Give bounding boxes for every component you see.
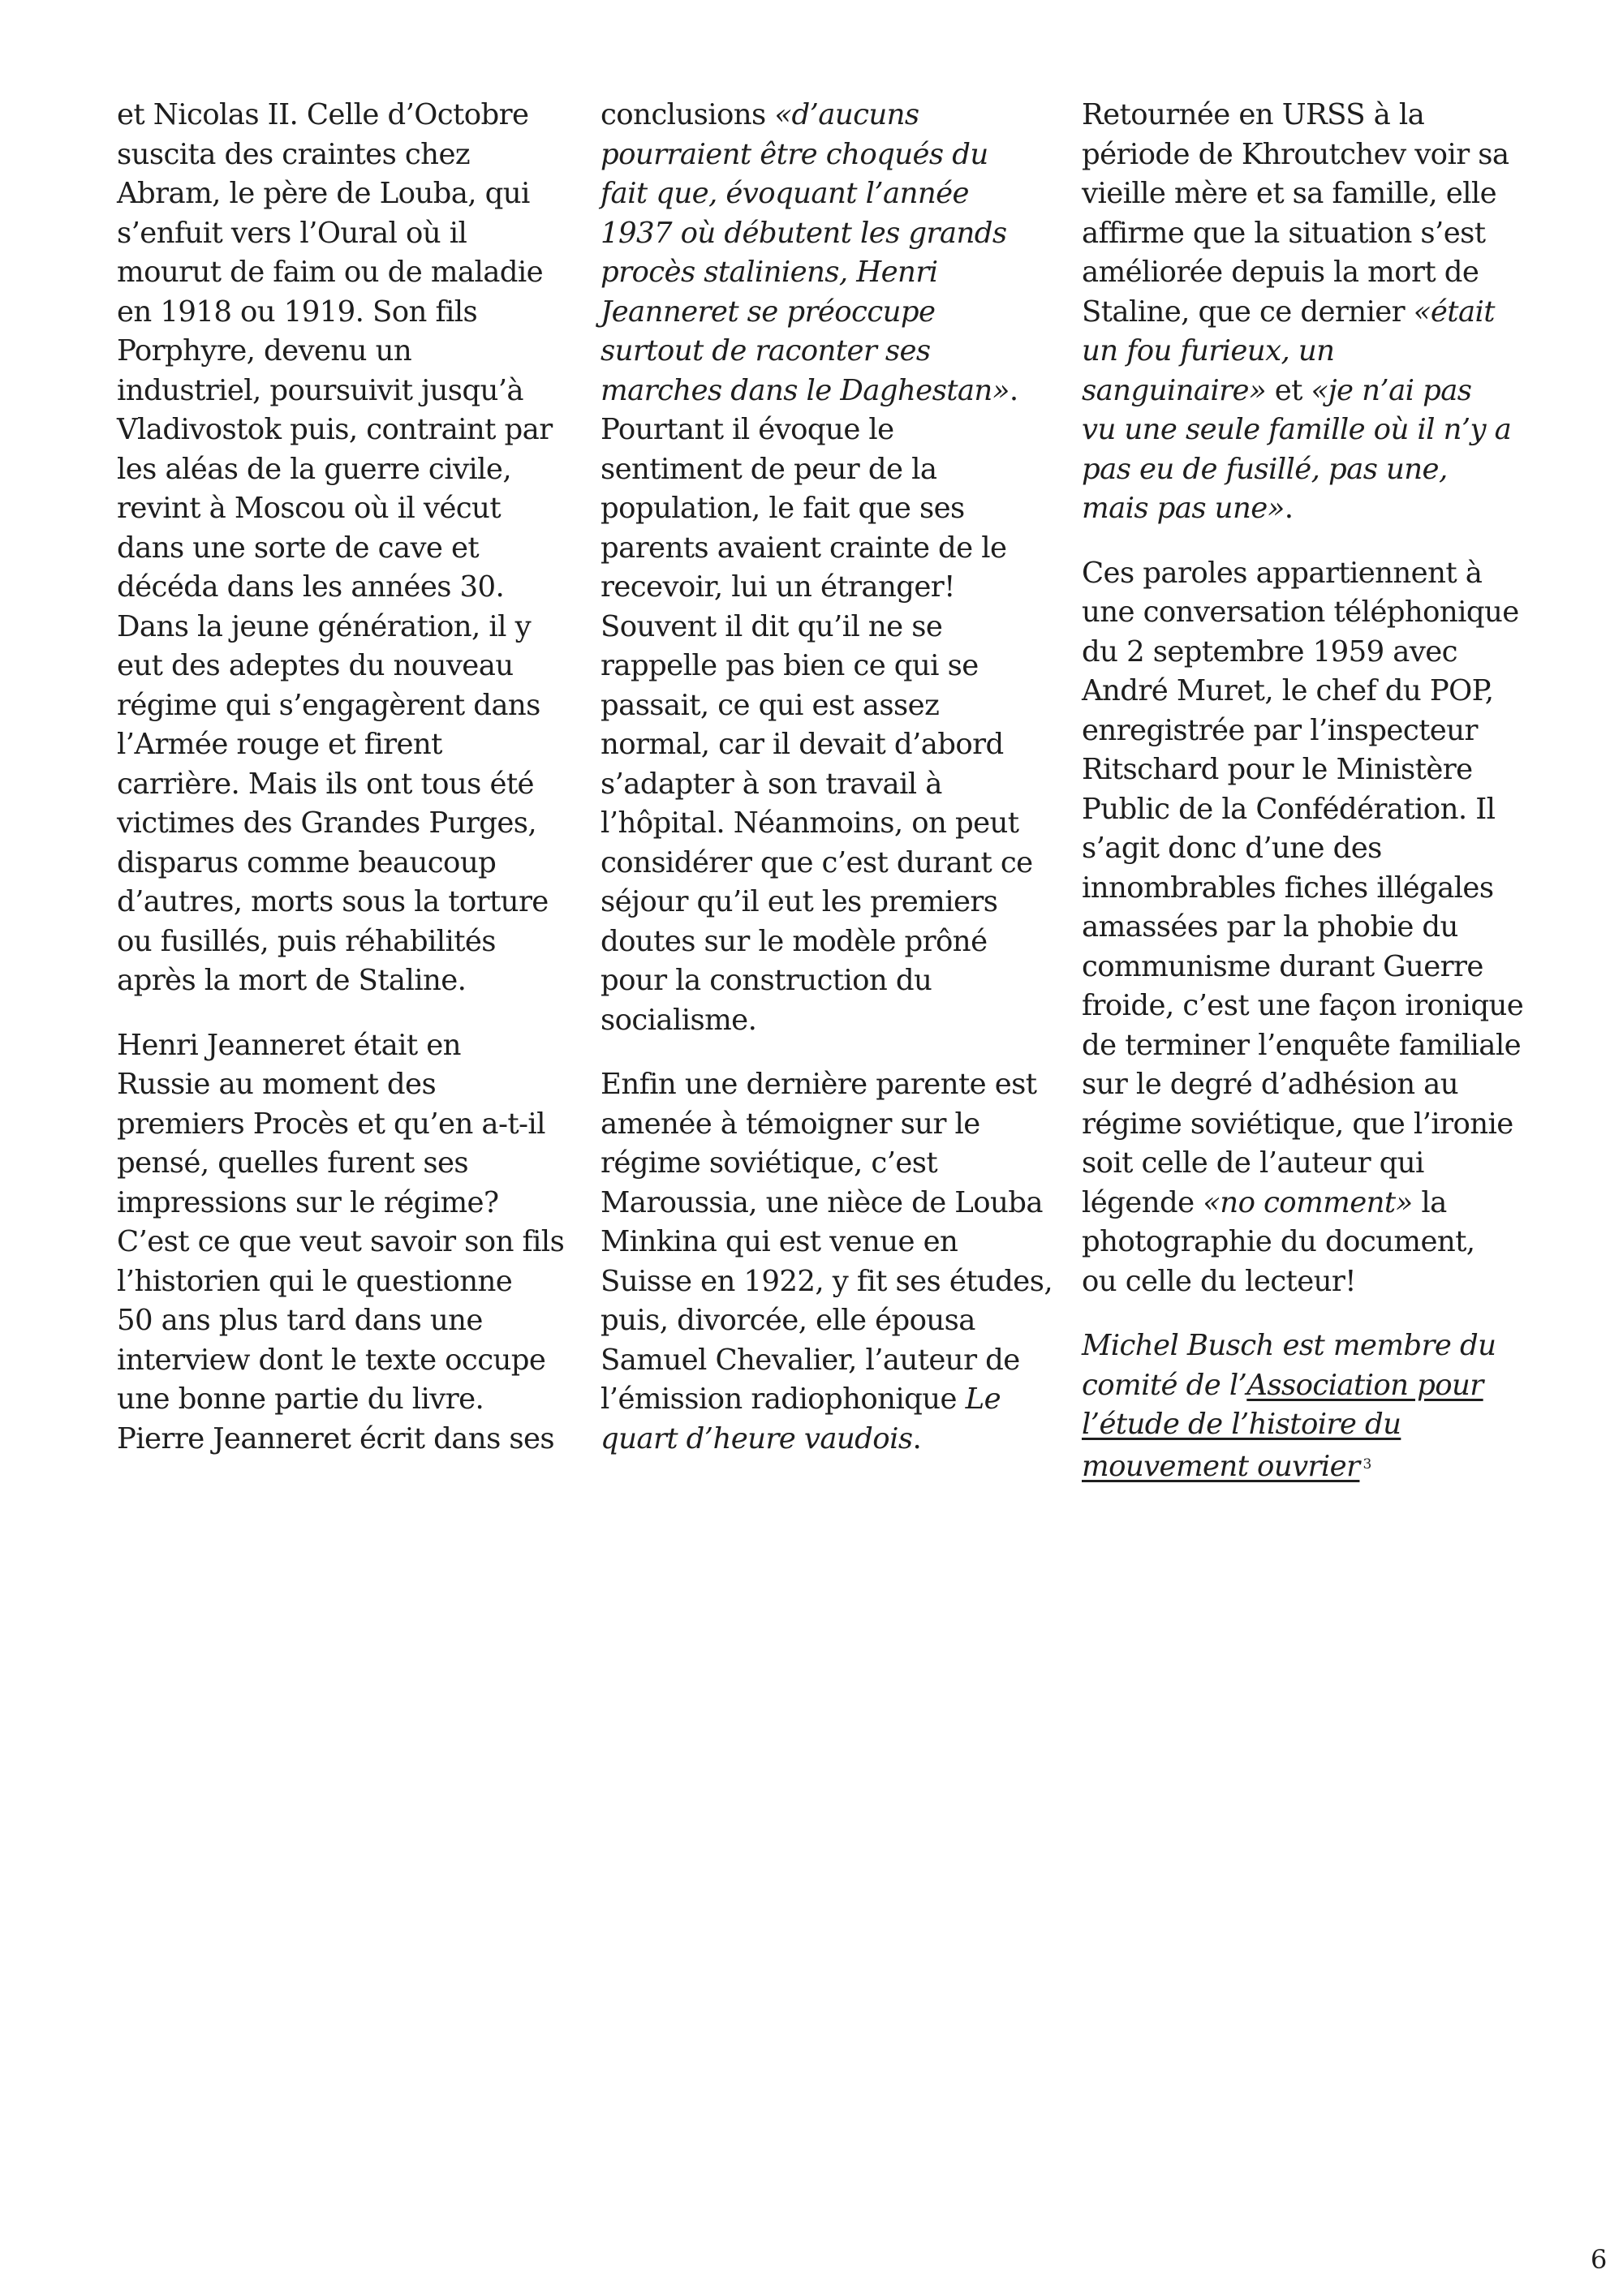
text-segment: Abram, le père de Louba, qui bbox=[117, 177, 530, 210]
text-line bbox=[117, 135, 571, 175]
text-line bbox=[601, 608, 1055, 647]
paragraph bbox=[601, 96, 1055, 1040]
text-line bbox=[117, 725, 571, 765]
text-segment: et Nicolas II. Celle d’Octobre bbox=[117, 98, 529, 131]
text-line bbox=[601, 411, 1055, 450]
text-line bbox=[1082, 908, 1532, 948]
text-line bbox=[117, 96, 571, 135]
text-segment: considérer que c’est durant ce bbox=[601, 845, 1033, 879]
text-line bbox=[601, 293, 1055, 333]
text-segment: en 1918 ou 1919. Son fils bbox=[117, 295, 478, 329]
text-segment: Retournée en URSS à la bbox=[1082, 98, 1425, 131]
text-line bbox=[601, 1184, 1055, 1223]
italic-text: pas eu de fusillé, pas une, bbox=[1082, 452, 1448, 486]
text-line bbox=[601, 332, 1055, 372]
text-segment: Dans la jeune génération, il y bbox=[117, 609, 532, 643]
text-segment: 50 ans plus tard dans une bbox=[117, 1304, 483, 1337]
text-line bbox=[1082, 174, 1532, 214]
italic-text: surtout de raconter ses bbox=[601, 334, 931, 368]
text-segment: amenée à témoigner sur le bbox=[601, 1107, 980, 1141]
text-segment: population, le fait que ses bbox=[601, 492, 965, 525]
text-line bbox=[1082, 790, 1532, 830]
text-segment: Minkina qui est venue en bbox=[601, 1225, 958, 1258]
text-segment: interview dont le texte occupe bbox=[117, 1343, 546, 1377]
text-segment: suscita des craintes chez bbox=[117, 137, 470, 171]
text-line bbox=[601, 174, 1055, 214]
italic-text: Jeanneret se préoccupe bbox=[601, 295, 936, 329]
text-segment: pour la construction du bbox=[601, 964, 932, 997]
text-line bbox=[601, 450, 1055, 490]
italic-text: marches dans le Daghestan» bbox=[601, 373, 1010, 407]
text-line bbox=[601, 1262, 1055, 1302]
text-segment: revint à Moscou où il vécut bbox=[117, 492, 501, 525]
text-segment: puis, divorcée, elle épousa bbox=[601, 1304, 975, 1337]
italic-text: quart d’heure vaudois bbox=[601, 1421, 913, 1455]
text-segment: vieille mère et sa famille, elle bbox=[1082, 177, 1497, 210]
text-segment: ou celle du lecteur! bbox=[1082, 1264, 1356, 1298]
text-segment: décéda dans les années 30. bbox=[117, 570, 505, 604]
paragraph bbox=[1082, 96, 1532, 529]
text-segment: Henri Jeanneret était en bbox=[117, 1028, 461, 1062]
text-line bbox=[1082, 332, 1532, 372]
text-segment: Porphyre, devenu un bbox=[117, 334, 412, 368]
text-segment: séjour qu’il eut les premiers bbox=[601, 885, 998, 918]
text-segment: André Muret, le chef du POP, bbox=[1082, 674, 1494, 707]
text-segment: sur le degré d’adhésion au bbox=[1082, 1068, 1458, 1101]
text-line bbox=[601, 489, 1055, 529]
text-line bbox=[601, 1380, 1055, 1420]
italic-text: un fou furieux, un bbox=[1082, 334, 1335, 368]
text-line bbox=[601, 686, 1055, 726]
text-segment: froide, c’est une façon ironique bbox=[1082, 989, 1524, 1022]
text-line bbox=[601, 844, 1055, 884]
text-line bbox=[601, 1420, 1055, 1460]
text-segment: mourut de faim ou de maladie bbox=[117, 256, 544, 289]
text-line bbox=[117, 883, 571, 922]
text-line bbox=[117, 372, 571, 411]
italic-text: «no comment» bbox=[1203, 1185, 1413, 1219]
text-line bbox=[1082, 135, 1532, 175]
text-line bbox=[117, 686, 571, 726]
text-line bbox=[117, 1341, 571, 1381]
text-line bbox=[1082, 214, 1532, 254]
text-column-1 bbox=[117, 96, 571, 1484]
text-line bbox=[601, 961, 1055, 1001]
text-line bbox=[117, 411, 571, 450]
text-segment: carrière. Mais ils ont tous été bbox=[117, 767, 534, 801]
paragraph bbox=[601, 1065, 1055, 1459]
text-segment: améliorée depuis la mort de bbox=[1082, 256, 1479, 289]
text-line bbox=[1082, 411, 1532, 450]
text-line bbox=[1082, 1144, 1532, 1184]
text-segment: une conversation téléphonique bbox=[1082, 595, 1519, 629]
text-segment: pensé, quelles furent ses bbox=[117, 1146, 469, 1180]
text-line bbox=[117, 1105, 571, 1145]
text-line bbox=[1082, 987, 1532, 1026]
text-segment: disparus comme beaucoup bbox=[117, 845, 497, 879]
text-line bbox=[1082, 1065, 1532, 1105]
text-segment: une bonne partie du livre. bbox=[117, 1382, 484, 1416]
text-segment: Ritschard pour le Ministère bbox=[1082, 753, 1473, 786]
association-link[interactable]: l’étude de l’histoire du bbox=[1082, 1408, 1401, 1441]
italic-text: comité de l’ bbox=[1082, 1368, 1247, 1402]
text-line bbox=[1082, 293, 1532, 333]
text-segment: et bbox=[1266, 373, 1311, 407]
text-segment: innombrables fiches illégales bbox=[1082, 871, 1494, 905]
italic-text: Michel Busch est membre du bbox=[1082, 1329, 1496, 1362]
text-line bbox=[601, 253, 1055, 293]
text-line bbox=[117, 1420, 571, 1460]
text-line bbox=[601, 1065, 1055, 1105]
text-segment: rappelle pas bien ce qui se bbox=[601, 649, 979, 682]
text-line bbox=[117, 489, 571, 529]
paragraph bbox=[1082, 554, 1532, 1302]
italic-text: procès staliniens, Henri bbox=[601, 256, 938, 289]
text-segment: Vladivostok puis, contraint par bbox=[117, 413, 553, 446]
text-column-2 bbox=[601, 96, 1055, 1484]
text-line bbox=[117, 253, 571, 293]
text-segment: régime soviétique, c’est bbox=[601, 1146, 938, 1180]
text-segment: période de Khroutchev voir sa bbox=[1082, 137, 1509, 171]
text-line bbox=[117, 961, 571, 1001]
text-line bbox=[117, 568, 571, 608]
text-segment: l’hôpital. Néanmoins, on peut bbox=[601, 806, 1019, 840]
text-line bbox=[601, 922, 1055, 962]
text-segment: Pierre Jeanneret écrit dans ses bbox=[117, 1421, 555, 1455]
text-line bbox=[1082, 593, 1532, 633]
italic-text: «d’aucuns bbox=[774, 98, 919, 131]
text-line bbox=[117, 765, 571, 805]
text-line bbox=[117, 529, 571, 569]
text-segment: régime qui s’engagèrent dans bbox=[117, 688, 540, 722]
text-line bbox=[117, 214, 571, 254]
text-line bbox=[601, 1001, 1055, 1041]
author-note bbox=[1082, 1326, 1532, 1486]
italic-text: Le bbox=[965, 1382, 1001, 1416]
text-line bbox=[601, 1341, 1055, 1381]
page-number: 6 bbox=[1591, 2244, 1608, 2275]
text-segment: parents avaient crainte de le bbox=[601, 531, 1007, 565]
text-line bbox=[117, 1223, 571, 1262]
text-segment: Ces paroles appartiennent à bbox=[1082, 556, 1483, 590]
text-segment: conclusions bbox=[601, 98, 775, 131]
association-link[interactable]: Association pour bbox=[1246, 1368, 1483, 1402]
text-line bbox=[1082, 96, 1532, 135]
text-segment: d’autres, morts sous la torture bbox=[117, 885, 549, 918]
text-line bbox=[117, 647, 571, 686]
italic-text: sanguinaire» bbox=[1082, 373, 1267, 407]
text-line bbox=[117, 1184, 571, 1223]
text-segment: enregistrée par l’inspecteur bbox=[1082, 713, 1478, 747]
text-column-3 bbox=[1082, 96, 1532, 1511]
text-line bbox=[1082, 1405, 1532, 1445]
text-line bbox=[117, 332, 571, 372]
text-line bbox=[1082, 1445, 1532, 1487]
text-segment: . bbox=[1284, 492, 1294, 525]
text-segment: la bbox=[1412, 1185, 1447, 1219]
text-line bbox=[601, 372, 1055, 411]
text-line bbox=[1082, 1105, 1532, 1145]
text-segment: après la mort de Staline. bbox=[117, 964, 467, 997]
text-line bbox=[1082, 1026, 1532, 1066]
text-segment: Russie au moment des bbox=[117, 1068, 437, 1101]
text-segment: affirme que la situation s’est bbox=[1082, 216, 1486, 250]
text-line bbox=[601, 1105, 1055, 1145]
text-segment: doutes sur le modèle prôné bbox=[601, 924, 988, 958]
text-line bbox=[1082, 869, 1532, 909]
paragraph bbox=[117, 96, 571, 1001]
text-line bbox=[601, 647, 1055, 686]
text-segment: dans une sorte de cave et bbox=[117, 531, 480, 565]
italic-text: pourraient être choqués du bbox=[601, 137, 988, 171]
italic-text: mais pas une» bbox=[1082, 492, 1285, 525]
text-segment: industriel, poursuivit jusqu’à bbox=[117, 373, 523, 407]
text-line bbox=[117, 293, 571, 333]
text-line bbox=[117, 1262, 571, 1302]
text-line bbox=[1082, 948, 1532, 987]
text-line bbox=[1082, 633, 1532, 673]
paragraph bbox=[117, 1026, 571, 1460]
text-line bbox=[601, 214, 1055, 254]
text-segment: Suisse en 1922, y fit ses études, bbox=[601, 1264, 1053, 1298]
text-line bbox=[1082, 712, 1532, 751]
text-line bbox=[1082, 750, 1532, 790]
text-line bbox=[601, 135, 1055, 175]
text-line bbox=[601, 1223, 1055, 1262]
text-segment: du 2 septembre 1959 avec bbox=[1082, 634, 1457, 669]
text-segment: s’agit donc d’une des bbox=[1082, 832, 1382, 865]
text-segment: régime soviétique, que l’ironie bbox=[1082, 1107, 1513, 1141]
text-segment: ou fusillés, puis réhabilités bbox=[117, 924, 496, 958]
text-line bbox=[601, 883, 1055, 922]
text-segment: victimes des Grandes Purges, bbox=[117, 806, 537, 840]
text-line bbox=[1082, 829, 1532, 869]
text-segment: C’est ce que veut savoir son fils bbox=[117, 1225, 565, 1258]
text-line bbox=[1082, 253, 1532, 293]
text-segment: . bbox=[1009, 373, 1018, 407]
text-line bbox=[601, 1144, 1055, 1184]
text-line bbox=[117, 922, 571, 962]
text-line bbox=[1082, 554, 1532, 594]
text-line bbox=[117, 1301, 571, 1341]
text-segment: normal, car il devait d’abord bbox=[601, 728, 1004, 761]
italic-text: fait que, évoquant l’année bbox=[601, 177, 969, 210]
text-segment: socialisme. bbox=[601, 1003, 757, 1037]
text-line bbox=[1082, 450, 1532, 490]
text-segment: Enfin une dernière parente est bbox=[601, 1068, 1037, 1101]
italic-text: vu une seule famille où il n’y a bbox=[1082, 413, 1512, 446]
italic-text: «je n’ai pas bbox=[1311, 373, 1472, 407]
text-line bbox=[117, 804, 571, 844]
text-segment: eut des adeptes du nouveau bbox=[117, 649, 514, 682]
text-segment: amassées par la phobie du bbox=[1082, 910, 1458, 944]
text-line bbox=[1082, 672, 1532, 712]
text-segment: de terminer l’enquête familiale bbox=[1082, 1028, 1522, 1062]
text-line bbox=[601, 1301, 1055, 1341]
text-segment: l’émission radiophonique bbox=[601, 1382, 966, 1416]
text-segment: les aléas de la guerre civile, bbox=[117, 452, 512, 486]
text-segment: s’enfuit vers l’Oural où il bbox=[117, 216, 467, 250]
footnote-marker: 3 bbox=[1363, 1455, 1371, 1473]
text-segment: photographie du document, bbox=[1082, 1225, 1475, 1258]
text-segment: recevoir, lui un étranger! bbox=[601, 570, 955, 604]
text-segment: sentiment de peur de la bbox=[601, 452, 937, 486]
text-line bbox=[117, 1380, 571, 1420]
text-segment: passait, ce qui est assez bbox=[601, 688, 940, 722]
text-line bbox=[601, 765, 1055, 805]
text-segment: premiers Procès et qu’en a-t-il bbox=[117, 1107, 545, 1141]
text-line bbox=[117, 174, 571, 214]
text-segment: . bbox=[912, 1421, 922, 1455]
text-segment: Staline, que ce dernier bbox=[1082, 295, 1414, 329]
text-line bbox=[117, 608, 571, 647]
text-segment: Souvent il dit qu’il ne se bbox=[601, 609, 943, 643]
text-segment: impressions sur le régime? bbox=[117, 1185, 499, 1219]
text-line bbox=[117, 450, 571, 490]
text-line bbox=[1082, 1326, 1532, 1366]
text-line bbox=[601, 529, 1055, 569]
association-link[interactable]: mouvement ouvrier bbox=[1082, 1449, 1360, 1483]
text-line bbox=[1082, 1184, 1532, 1223]
text-line bbox=[601, 725, 1055, 765]
text-line bbox=[117, 1144, 571, 1184]
italic-text: «était bbox=[1413, 295, 1495, 329]
text-segment: Maroussia, une nièce de Louba bbox=[601, 1185, 1043, 1219]
text-segment: communisme durant Guerre bbox=[1082, 949, 1483, 983]
text-line bbox=[601, 804, 1055, 844]
text-line bbox=[1082, 1223, 1532, 1262]
text-segment: Public de la Confédération. Il bbox=[1082, 792, 1496, 826]
text-segment: l’historien qui le questionne bbox=[117, 1264, 513, 1298]
text-segment: Samuel Chevalier, l’auteur de bbox=[601, 1343, 1020, 1377]
text-segment: Pourtant il évoque le bbox=[601, 413, 894, 446]
text-line bbox=[601, 568, 1055, 608]
text-line bbox=[117, 1026, 571, 1066]
text-line bbox=[117, 844, 571, 884]
text-segment: soit celle de l’auteur qui bbox=[1082, 1146, 1424, 1180]
text-line bbox=[117, 1065, 571, 1105]
text-segment: l’Armée rouge et firent bbox=[117, 728, 442, 761]
text-line bbox=[1082, 1366, 1532, 1406]
text-segment: légende bbox=[1082, 1185, 1203, 1219]
italic-text: 1937 où débutent les grands bbox=[601, 216, 1007, 250]
text-segment: s’adapter à son travail à bbox=[601, 767, 942, 801]
text-line bbox=[601, 96, 1055, 135]
text-line bbox=[1082, 372, 1532, 411]
text-line bbox=[1082, 1262, 1532, 1302]
text-line bbox=[1082, 489, 1532, 529]
